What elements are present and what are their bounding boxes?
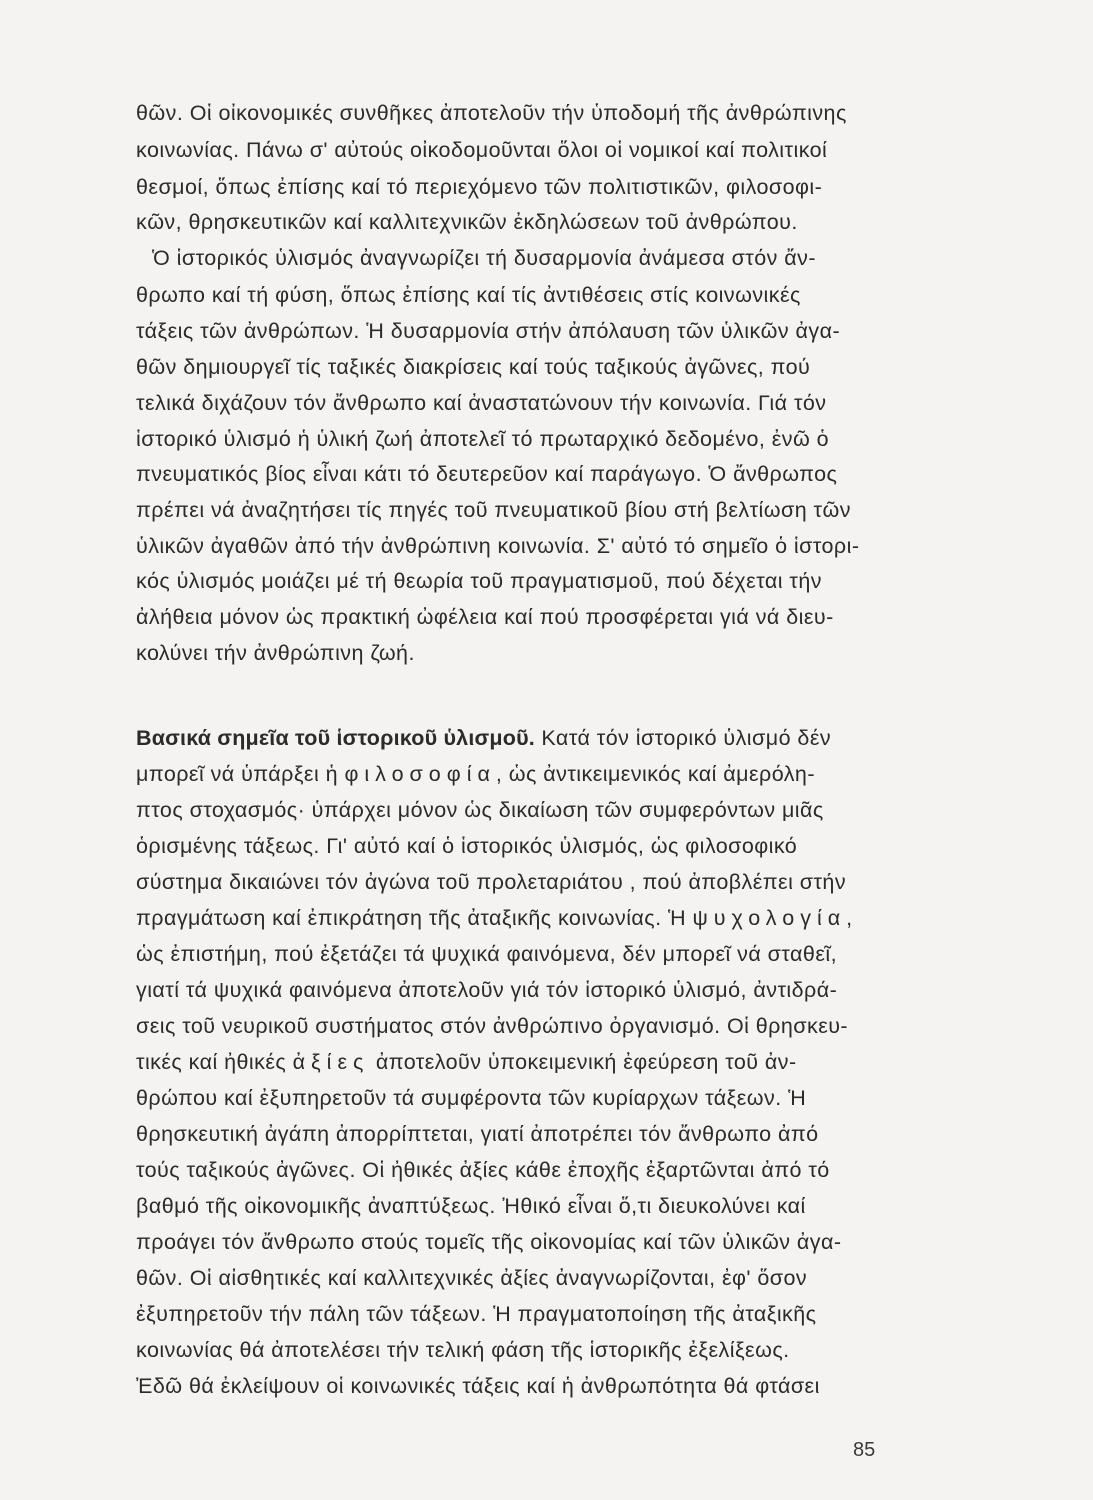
text-line: κοινωνίας θά ἀποτελέσει τήν τελική φάση τῆς ἱστορικῆς ἐξελίξεως. <box>136 1338 790 1362</box>
text-span: , ὡς ἀντικειμενικός καί ἀμερόλη- <box>495 762 815 786</box>
text-line <box>136 1049 797 1076</box>
text-line: θρησκευτική ἀγάπη ἀπορρίπτεται, γιατί ἀποτρέπει τόν ἄνθρωπο ἀπό <box>136 1122 819 1146</box>
text-line: Ὁ ἱστορικός ὑλισμός ἀναγνωρίζει τή δυσαρμονία ἀνάμεσα στόν ἄν- <box>152 246 816 270</box>
text-line: θρώπου καί ἐξυπηρετοῦν τά συμφέροντα τῶν κυρίαρχων τάξεων. Ἡ <box>136 1086 807 1110</box>
text-line: κοινωνίας. Πάνω σ' αὐτούς οἰκοδομοῦνται ὅλοι οἱ νομικοί καί πολιτικοί <box>136 138 828 162</box>
text-line: ἐξυπηρετοῦν τήν πάλη τῶν τάξεων. Ἡ πραγματοποίηση τῆς ἀταξικῆς <box>136 1302 817 1326</box>
text-line: ἱστορικό ὑλισμό ἡ ὑλική ζωή ἀποτελεῖ τό πρωταρχικό δεδομένο, ἐνῶ ὁ <box>136 427 830 451</box>
text-line: κός ὑλισμός μοιάζει μέ τή θεωρία τοῦ πραγματισμοῦ, πού δέχεται τήν <box>136 569 822 593</box>
text-span: Κατά τόν ἱστορικό ὑλισμό δέν <box>534 726 832 750</box>
text-span: ἀποτελοῦν ὑποκειμενική ἐφεύρεση τοῦ ἀν- <box>369 1050 797 1074</box>
text-line: βαθμό τῆς οἰκονομικῆς ἀναπτύξεως. Ἠθικό εἶναι ὅ,τι διευκολύνει καί <box>136 1194 806 1218</box>
text-line: πτος στοχασμός· ὑπάρχει μόνον ὡς δικαίωση τῶν συμφερόντων μιᾶς <box>136 798 824 822</box>
text-line: πρέπει νά ἀναζητήσει τίς πηγές τοῦ πνευματικοῦ βίου στή βελτίωση τῶν <box>136 498 851 522</box>
text-line: ὁρισμένης τάξεως. Γι' αὐτό καί ὁ ἱστορικός ὑλισμός, ὡς φιλοσοφικό <box>136 834 798 858</box>
text-line <box>136 761 815 788</box>
text-line: γιατί τά ψυχικά φαινόμενα ἀποτελοῦν γιά τόν ἱστορικό ὑλισμό, ἀντιδρά- <box>136 978 838 1002</box>
text-line: σεις τοῦ νευρικοῦ συστήματος στόν ἀνθρώπινο ὀργανισμό. Οἱ θρησκευ- <box>136 1014 849 1038</box>
text-line: ὡς ἐπιστήμη, πού ἐξετάζει τά ψυχικά φαινόμενα, δέν μπορεῖ νά σταθεῖ, <box>136 942 838 966</box>
text-line: τούς ταξικούς ἀγῶνες. Οἱ ἠθικές ἀξίες κάθε ἐποχῆς ἐξαρτῶνται ἀπό τό <box>136 1158 830 1182</box>
text-span: μπορεῖ νά ὑπάρξει ἡ <box>136 762 345 786</box>
section-first-line <box>136 725 831 752</box>
spaced-term-psychology: ψυχολογία <box>692 906 847 930</box>
text-line: θῶν. Οἱ οἰκονομικές συνθῆκες ἀποτελοῦν τήν ὑποδομή τῆς ἀνθρώπινης <box>136 101 847 125</box>
text-line: κῶν, θρησκευτικῶν καί καλλιτεχνικῶν ἐκδηλώσεων τοῦ ἀνθρώπου. <box>136 210 798 234</box>
page-number: 85 <box>853 1439 876 1461</box>
text-line: ὑλικῶν ἀγαθῶν ἀπό τήν ἀνθρώπινη κοινωνία. Σ' αὐτό τό σημεῖο ὁ ἱστορι- <box>136 534 860 558</box>
text-line: κολύνει τήν ἀνθρώπινη ζωή. <box>136 641 415 665</box>
text-span: πραγμάτωση καί ἐπικράτηση τῆς ἀταξικῆς κοινωνίας. Ἡ <box>136 906 693 930</box>
text-line: προάγει τόν ἄνθρωπο στούς τομεῖς τῆς οἰκονομίας καί τῶν ὑλικῶν ἀγα- <box>136 1230 842 1254</box>
text-line: θεσμοί, ὅπως ἐπίσης καί τό περιεχόμενο τῶν πολιτιστικῶν, φιλοσοφι- <box>136 175 823 199</box>
text-line: θῶν. Οἱ αἰσθητικές καί καλλιτεχνικές ἀξίες ἀναγνωρίζονται, ἐφ' ὅσον <box>136 1266 808 1290</box>
text-line: ἀλήθεια μόνον ὡς πρακτική ὠφέλεια καί πού προσφέρεται γιά νά διευ- <box>136 605 834 629</box>
text-line: Ἐδῶ θά ἐκλείψουν οἱ κοινωνικές τάξεις καί ἡ ἀνθρωπότητα θά φτάσει <box>136 1374 820 1398</box>
text-line <box>136 905 853 932</box>
spaced-term-values: ἀξίες <box>292 1050 370 1074</box>
text-line: τάξεις τῶν ἀνθρώπων. Ἡ δυσαρμονία στήν ἀπόλαυση τῶν ὑλικῶν ἀγα- <box>136 319 841 343</box>
text-span: , <box>846 906 853 930</box>
text-line: σύστημα δικαιώνει τόν ἀγώνα τοῦ προλεταριάτου , πού ἀποβλέπει στήν <box>136 870 847 894</box>
spaced-term-philosophy: φιλοσοφία <box>344 762 496 786</box>
text-line: πνευματικός βίος εἶναι κάτι τό δευτερεῦον καί παράγωγο. Ὁ ἄνθρωπος <box>136 462 838 486</box>
text-span: τικές καί ἠθικές <box>136 1050 293 1074</box>
text-line: θῶν δημιουργεῖ τίς ταξικές διακρίσεις καί τούς ταξικούς ἀγῶνες, πού <box>136 355 811 379</box>
section-heading: Βασικά σημεῖα τοῦ ἱστορικοῦ ὑλισμοῦ. <box>136 726 535 750</box>
text-line: τελικά διχάζουν τόν ἄνθρωπο καί ἀναστατώνουν τήν κοινωνία. Γιά τόν <box>136 391 827 415</box>
text-line: θρωπο καί τή φύση, ὅπως ἐπίσης καί τίς ἀντιθέσεις στίς κοινωνικές <box>136 283 801 307</box>
